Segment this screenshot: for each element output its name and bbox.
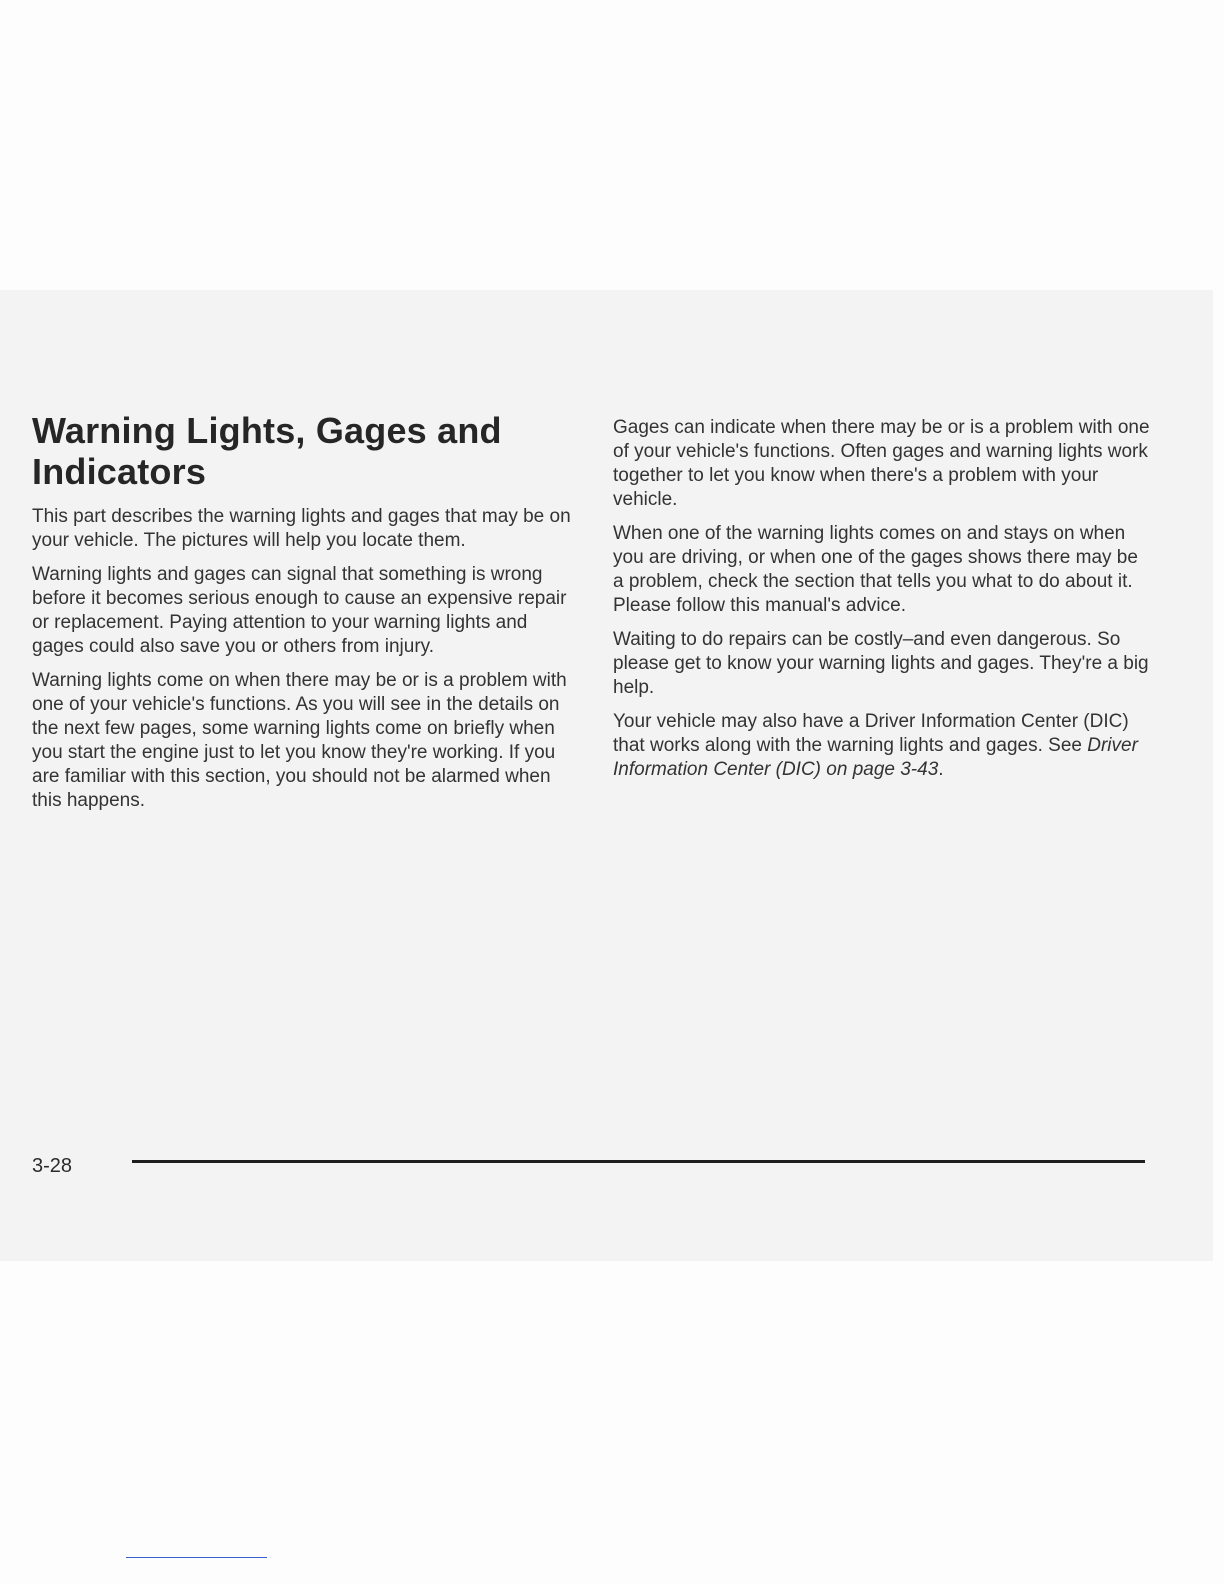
page-number: 3-28 [32, 1155, 73, 1177]
dic-page-reference[interactable]: Driver Information Center (DIC) on page 3-43 [613, 735, 1138, 780]
repairs-paragraph: Waiting to do repairs can be costly–and even dangerous. So please get to know your warning lights and gages. They're a big help. [613, 629, 1149, 698]
dic-paragraph [613, 710, 1153, 782]
gages-paragraph: Gages can indicate when there may be or is a problem with one of your vehicle's functions. Often gages and warning lights work together to let you know when there's a problem with your vehicle. [613, 417, 1150, 510]
section-heading: Warning Lights, Gages and Indicators [32, 410, 502, 492]
footer-divider [132, 1160, 1145, 1163]
left-column [32, 410, 577, 823]
dic-text: Your vehicle may also have a Driver Information Center (DIC) that works along with the warning lights and gages. See [613, 711, 1129, 756]
functions-paragraph: Warning lights come on when there may be or is a problem with one of your vehicle's functions. As you will see in the details on the next few pages, some warning lights come on briefly when you start the engine just to let you know they're working. If you are familiar with this section, you should not be alarmed when this happens. [32, 670, 567, 811]
right-column [613, 416, 1153, 792]
intro-paragraph: This part describes the warning lights and gages that may be on your vehicle. The pictures will help you locate them. [32, 506, 571, 551]
signal-paragraph: Warning lights and gages can signal that something is wrong before it becomes serious enough to cause an expensive repair or replacement. Paying attention to your warning lights and gages could also save you or others from injury. [32, 564, 567, 657]
dic-end-punctuation: . [938, 759, 944, 780]
link-underline [126, 1557, 267, 1558]
stays-on-paragraph: When one of the warning lights comes on and stays on when you are driving, or when one of the gages shows there may be a problem, check the section that tells you what to do about it. Please follow this manual's advice. [613, 523, 1138, 616]
